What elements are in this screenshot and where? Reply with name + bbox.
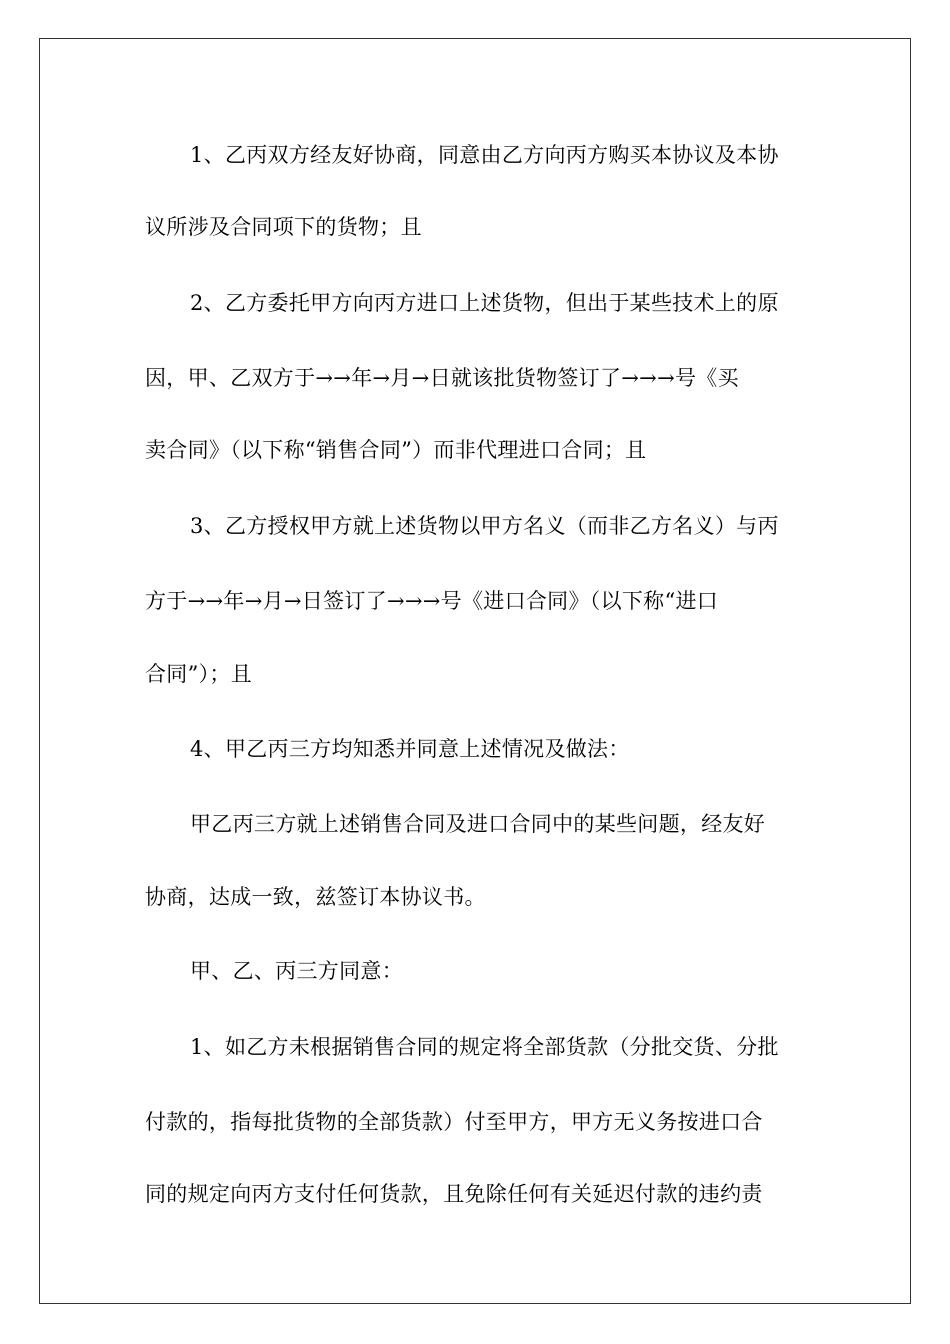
text-line: 2、乙方委托甲方向丙方进口上述货物，但出于某些技术上的原 [190,291,779,315]
text-line: 1、乙丙双方经友好协商，同意由乙方向丙方购买本协议及本协 [190,143,779,167]
text-line: 卖合同》（以下称“销售合同”）而非代理进口合同；且 [145,438,647,462]
text-line: 1、如乙方未根据销售合同的规定将全部货款（分批交货、分批 [190,1035,779,1059]
text-line: 3、乙方授权甲方就上述货物以甲方名义（而非乙方名义）与丙 [190,514,779,538]
text-line: 4、甲乙丙三方均知悉并同意上述情况及做法： [190,737,630,761]
text-line: 协商，达成一致，兹签订本协议书。 [145,885,486,909]
text-line: 议所涉及合同项下的货物；且 [145,215,422,239]
text-line: 合同”）；且 [145,662,253,686]
text-line: 付款的，指每批货物的全部货款）付至甲方，甲方无义务按进口合 [145,1110,763,1134]
text-line: 甲、乙、丙三方同意： [190,959,403,983]
text-line: 因，甲、乙双方于→→年→月→日就该批货物签订了→→→号《买 [145,366,739,390]
text-line: 甲乙丙三方就上述销售合同及进口合同中的某些问题，经友好 [190,812,766,836]
text-line: 方于→→年→月→日签订了→→→号《进口合同》（以下称“进口 [145,589,719,613]
text-line: 同的规定向丙方支付任何货款，且免除任何有关延迟付款的违约责 [145,1182,763,1206]
